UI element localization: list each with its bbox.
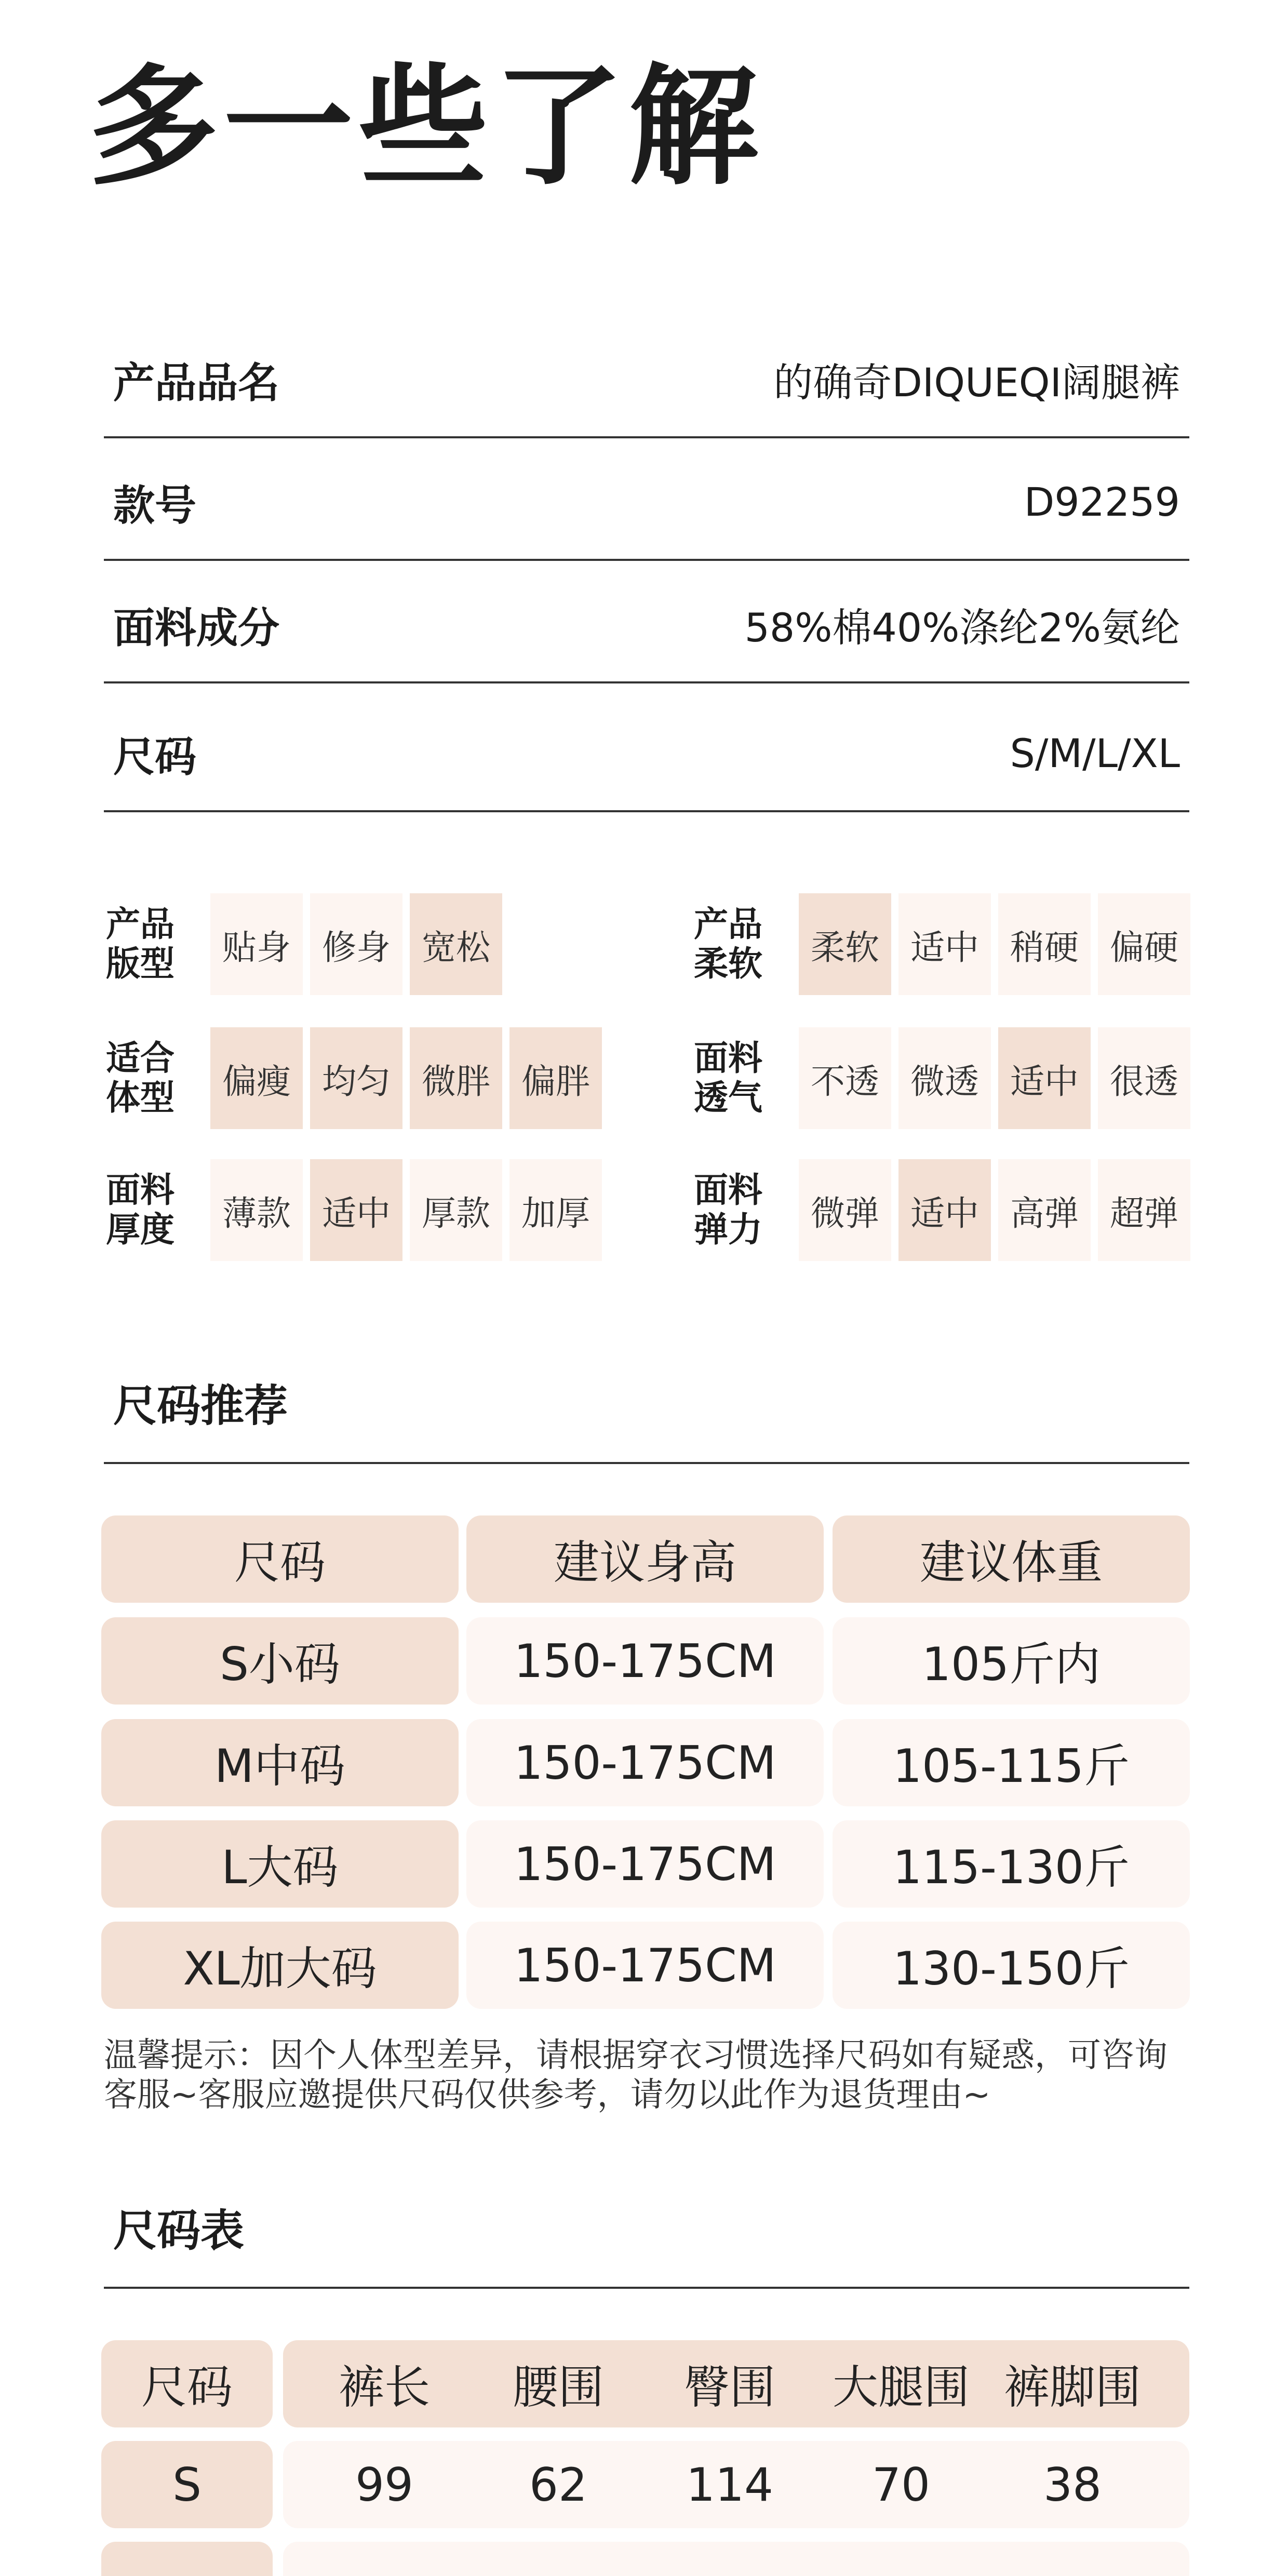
- info-row-style-no: [104, 445, 1189, 561]
- size-recommend-title: 尺码推荐: [113, 1380, 288, 1431]
- attribute-label: 产品 版型: [106, 904, 175, 984]
- table-cell: 150-175CM: [466, 1719, 824, 1806]
- table-cell: L大码: [101, 1820, 459, 1908]
- table-cell: 38: [1043, 2458, 1102, 2512]
- table-header-cell: 裤脚围: [1003, 2360, 1141, 2414]
- attribute-label: 面料 厚度: [106, 1170, 175, 1250]
- table-cell: 115-130斤: [833, 1820, 1190, 1908]
- attribute-option: 稍硬: [998, 893, 1091, 995]
- size-tip-note: 温馨提示：因个人体型差异，请根据穿衣习惯选择尺码如有疑惑，可咨询客服~客服应邀提供尺码仅供参考，请勿以此作为退货理由~: [104, 2036, 1168, 2114]
- attribute-option: 适中: [998, 1027, 1091, 1129]
- table-header-cell: 臀围: [683, 2360, 775, 2414]
- table-cell: [101, 2542, 273, 2576]
- attribute-option: 薄款: [210, 1159, 303, 1261]
- attribute-option: 适中: [898, 893, 991, 995]
- table-cell: M中码: [101, 1719, 459, 1806]
- info-row-size: [104, 696, 1189, 812]
- info-value: 58%棉40%涤纶2%氨纶: [744, 604, 1180, 651]
- page-title: 多一些了解: [88, 51, 763, 203]
- attribute-option: 宽松: [410, 893, 502, 995]
- divider: [104, 2287, 1189, 2289]
- table-cell: XL加大码: [101, 1922, 459, 2009]
- attribute-option: 偏硬: [1098, 893, 1190, 995]
- info-value: 的确奇DIQUEQI阔腿裤: [773, 359, 1180, 406]
- info-row-name: [104, 322, 1189, 438]
- table-cell: 105斤内: [833, 1617, 1190, 1705]
- table-cell: 150-175CM: [466, 1820, 824, 1908]
- info-label: 尺码: [113, 732, 196, 781]
- attribute-option: 加厚: [509, 1159, 602, 1261]
- table-cell: S: [101, 2441, 273, 2528]
- attribute-option: 厚款: [410, 1159, 502, 1261]
- attribute-option: 微弹: [799, 1159, 891, 1261]
- table-cell: 99: [355, 2458, 413, 2512]
- info-value: S/M/L/XL: [1010, 730, 1180, 776]
- size-chart-title: 尺码表: [113, 2205, 245, 2256]
- info-label: 面料成分: [113, 603, 279, 652]
- table-cell: 130-150斤: [833, 1922, 1190, 2009]
- table-cell: 150-175CM: [466, 1617, 824, 1705]
- table-header-cell: 腰围: [512, 2360, 604, 2414]
- attribute-label: 适合 体型: [106, 1038, 175, 1118]
- attribute-option: 不透: [799, 1027, 891, 1129]
- info-label: 产品品名: [113, 358, 279, 407]
- table-header-cell: 尺码: [101, 2340, 273, 2427]
- table-header-cell: 建议体重: [833, 1515, 1190, 1603]
- attribute-option: 适中: [310, 1159, 403, 1261]
- table-cell: 150-175CM: [466, 1922, 824, 2009]
- table-header-cell: 裤长: [338, 2360, 430, 2414]
- attribute-option: 适中: [898, 1159, 991, 1261]
- attribute-option: 很透: [1098, 1027, 1190, 1129]
- attribute-label: 产品 柔软: [694, 904, 762, 984]
- attribute-option: 微透: [898, 1027, 991, 1129]
- divider: [104, 1462, 1189, 1464]
- table-cell: 114: [686, 2458, 773, 2512]
- info-label: 款号: [113, 481, 196, 530]
- attribute-option: 均匀: [310, 1027, 403, 1129]
- attribute-option: 超弹: [1098, 1159, 1190, 1261]
- attribute-option: 修身: [310, 893, 403, 995]
- table-header-cell: 尺码: [101, 1515, 459, 1603]
- attribute-option: 贴身: [210, 893, 303, 995]
- attribute-label: 面料 透气: [694, 1038, 762, 1118]
- table-cell: 62: [529, 2458, 587, 2512]
- attribute-option: 高弹: [998, 1159, 1091, 1261]
- table-row-strip: [283, 2542, 1189, 2576]
- attribute-label: 面料 弹力: [694, 1170, 762, 1250]
- attribute-option: 偏胖: [509, 1027, 602, 1129]
- table-header-cell: 大腿围: [832, 2360, 970, 2414]
- table-header-cell: 建议身高: [466, 1515, 824, 1603]
- attribute-option: 微胖: [410, 1027, 502, 1129]
- attribute-option: 柔软: [799, 893, 891, 995]
- info-value: D92259: [1024, 478, 1180, 525]
- table-cell: 105-115斤: [833, 1719, 1190, 1806]
- table-cell: S小码: [101, 1617, 459, 1705]
- info-row-fabric: [104, 567, 1189, 683]
- attribute-option: 偏瘦: [210, 1027, 303, 1129]
- table-cell: 70: [872, 2458, 930, 2512]
